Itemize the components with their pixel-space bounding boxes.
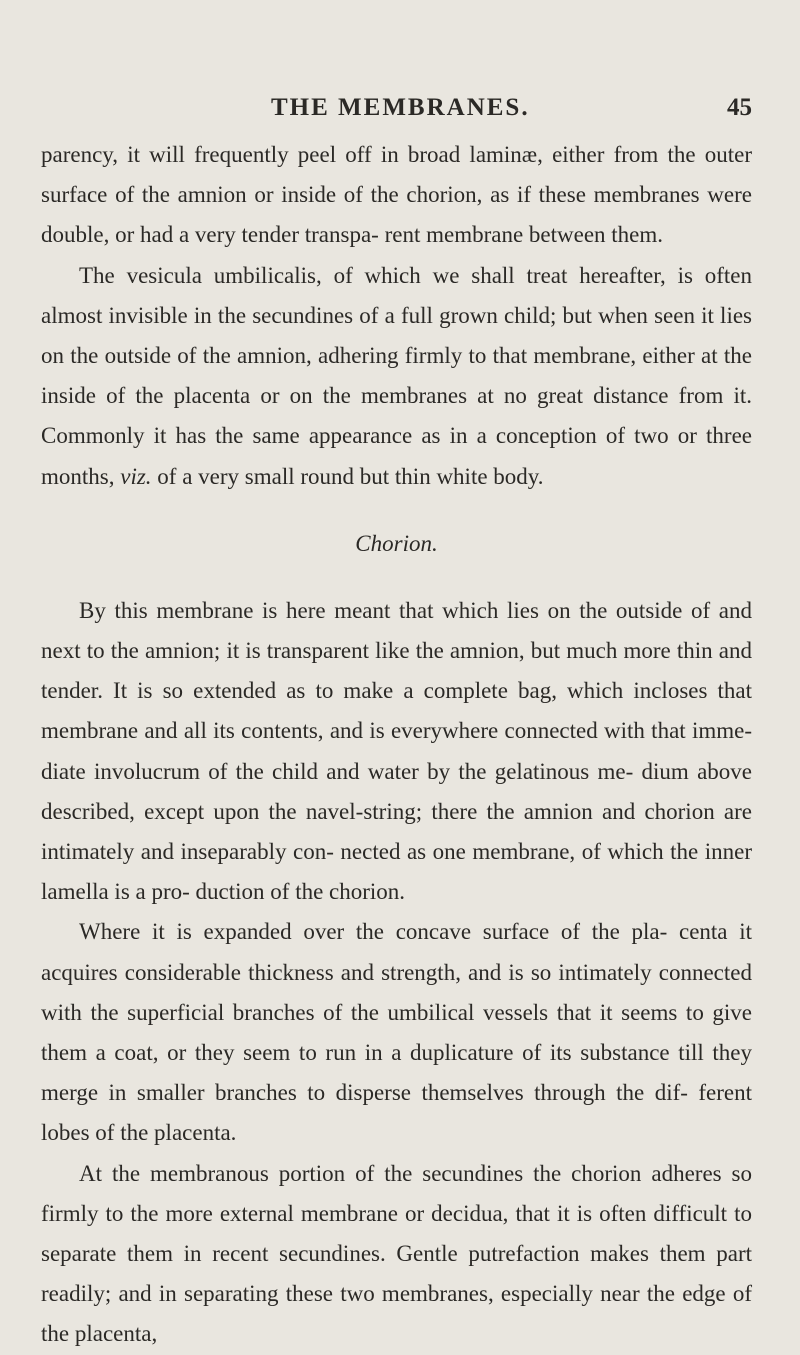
running-head bbox=[41, 94, 752, 134]
paragraph-5: At the membranous portion of the secundines the chorion adheres so firmly to the more external membrane or decidua, that it is often difficult to separate them in recent secundines. Gentle putrefaction makes them part readily; and in separating these two membranes, especially near the edge of the placenta, bbox=[41, 1160, 752, 1347]
section-title-chorion: Chorion. bbox=[355, 530, 438, 556]
body-text bbox=[41, 135, 752, 1355]
paragraph-4: Where it is expanded over the concave surface of the pla- centa it acquires considerable thickness and strength, and is so intimately connected with the superficial branches of the umbilical vessels that it seems to give them a coat, or they seem to run in a duplicature of its substance till they merge in smaller branches to disperse themselves through the dif- ferent lobes of the placenta. bbox=[41, 919, 752, 1146]
paragraph-2-part-b: of a very small round but thin white body. bbox=[157, 463, 544, 489]
paragraph-2-part-a: The vesicula umbilicalis, of which we shall treat hereafter, is often almost invisible in the secundines of a full grown child; but when seen it lies on the outside of the amnion, adhering firmly to that membrane, either at the inside of the placenta or on the membranes at no great distance from it. Commonly it has the same appearance as in a conception of two or three months, bbox=[41, 262, 752, 489]
running-head-title: THE MEMBRANES. bbox=[271, 94, 530, 121]
page-number: 45 bbox=[727, 94, 752, 121]
paragraph-3: By this membrane is here meant that which lies on the outside of and next to the amnion; it is transparent like the amnion, but much more thin and tender. It is so extended as to make a complete bag, which incloses that membrane and all its contents, and is everywhere connected with that imme- diate involucrum of the child and water by the gelatinous me- dium above described, except upon the navel-string; there the amnion and chorion are intimately and inseparably con- nected as one membrane, of which the inner lamella is a pro- duction of the chorion. bbox=[41, 597, 752, 905]
paragraph-2 bbox=[41, 256, 752, 497]
paragraph-1: parency, it will frequently peel off in broad laminæ, either from the outer surface of the amnion or inside of the chorion, as if these membranes were double, or had a very tender transpa- rent membrane between them. bbox=[41, 142, 752, 248]
paragraph-2-viz: viz. bbox=[120, 463, 152, 489]
